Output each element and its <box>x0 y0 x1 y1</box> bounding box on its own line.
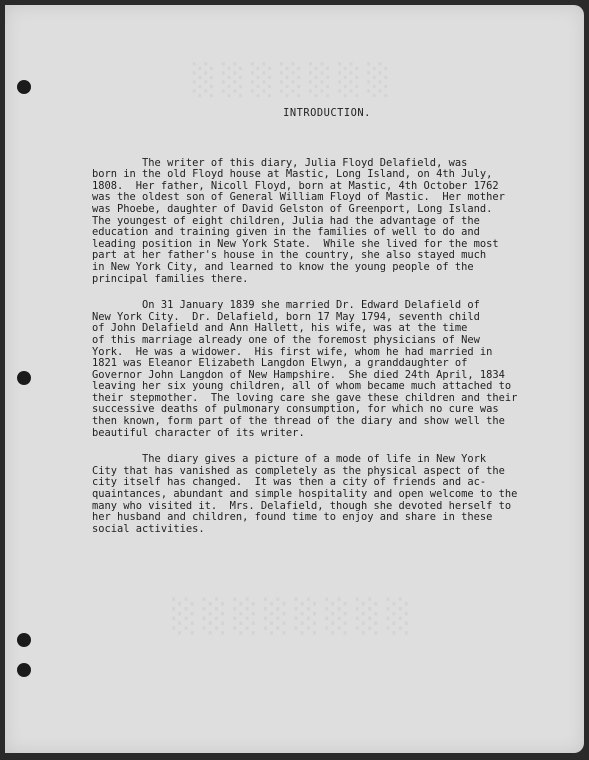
text-line: Governor John Langdon of New Hampshire. She died 24th April, 1834 <box>92 368 505 381</box>
text-line: York. He was a widower. His first wife, whom he had married in <box>92 345 493 358</box>
text-line: On 31 January 1839 she married Dr. Edward Delafield of <box>92 299 480 312</box>
text-line: was the oldest son of General William Floyd of Mastic. Her mother <box>92 191 505 204</box>
text-line: born in the old Floyd house at Mastic, Long Island, on 4th July, <box>92 168 493 181</box>
text-line: The writer of this diary, Julia Floyd Delafield, was <box>92 156 468 169</box>
paragraph <box>92 454 562 535</box>
text-line: 1821 was Eleanor Elizabeth Langdon Elwyn, a granddaughter of <box>92 357 468 370</box>
binder-hole <box>17 633 31 647</box>
text-line: social activities. <box>92 522 205 535</box>
text-line: many who visited it. Mrs. Delafield, though she devoted herself to <box>92 499 512 512</box>
text-line: in New York City, and learned to know the young people of the <box>92 260 474 273</box>
binder-hole <box>17 663 31 677</box>
show-through-mark <box>5 63 584 98</box>
text-line: city itself has changed. It was then a city of friends and ac- <box>92 476 487 489</box>
text-line: education and training given in the families of well to do and <box>92 226 480 239</box>
text-line: 1808. Her father, Nicoll Floyd, born at Mastic, 4th October 1762 <box>92 179 499 192</box>
document-title: INTRODUCTION. <box>283 107 371 119</box>
text-line: City that has vanished as completely as the physical aspect of the <box>92 464 505 477</box>
text-line: quaintances, abundant and simple hospitality and open welcome to the <box>92 488 518 501</box>
text-line: New York City. Dr. Delafield, born 17 May 1794, seventh child <box>92 310 480 323</box>
text-line: The diary gives a picture of a mode of life in New York <box>92 453 487 466</box>
text-line: their stepmother. The loving care she gave these children and their <box>92 391 518 404</box>
text-line: principal families there. <box>92 272 249 285</box>
paragraph <box>92 300 562 439</box>
text-line: leaving her six young children, all of whom became much attached to <box>92 380 512 393</box>
text-line: The youngest of eight children, Julia had the advantage of the <box>92 214 480 227</box>
text-line: beautiful character of its writer. <box>92 426 305 439</box>
text-line: of this marriage already one of the foremost physicians of New <box>92 333 480 346</box>
text-line: successive deaths of pulmonary consumption, for which no cure was <box>92 403 499 416</box>
text-line: was Phoebe, daughter of David Gelston of Greenport, Long Island. <box>92 202 493 215</box>
binder-hole <box>17 371 31 385</box>
document-body <box>92 108 562 550</box>
show-through-mark <box>5 597 584 635</box>
text-line: her husband and children, found time to enjoy and share in these <box>92 511 493 524</box>
text-line: of John Delafield and Ann Hallett, his wife, was at the time <box>92 322 468 335</box>
paragraph-container <box>92 158 562 536</box>
text-line: then known, form part of the thread of the diary and show well the <box>92 415 505 428</box>
text-line: part at her father's house in the country, she also stayed much <box>92 249 487 262</box>
text-line: leading position in New York State. While she lived for the most <box>92 237 499 250</box>
paragraph <box>92 158 562 286</box>
